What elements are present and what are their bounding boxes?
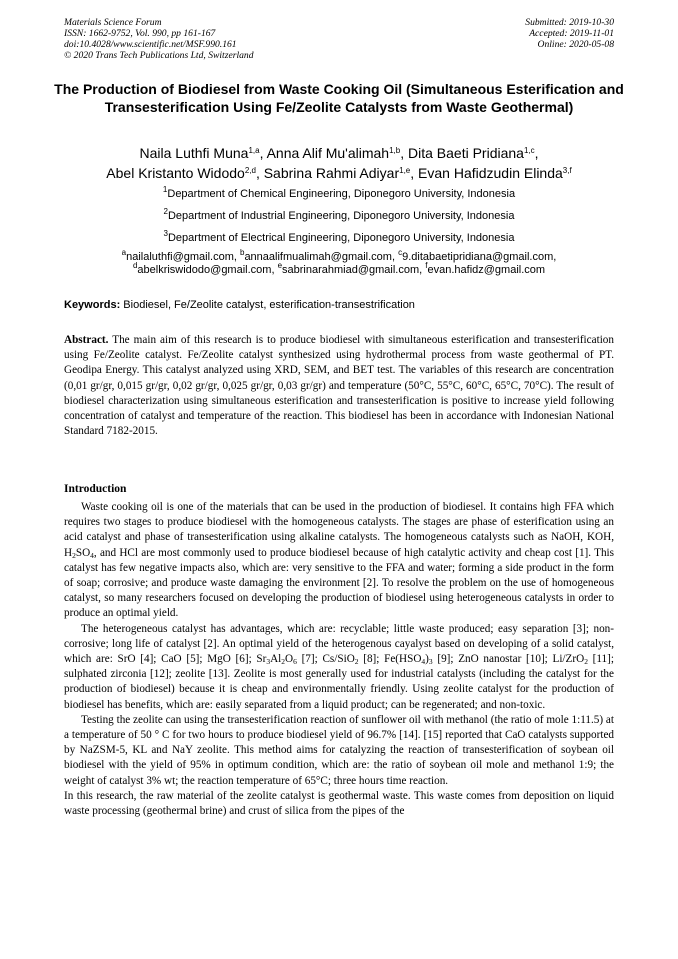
text-run: SO: [75, 546, 91, 559]
author-affiliation-mark: 2,d: [244, 166, 256, 175]
intro-paragraph-4: In this research, the raw material of the zeolite catalyst is geothermal waste. This waste comes from deposition on liquid waste processing (geothermal brine) and crust of silica from the pipes of the: [64, 789, 614, 818]
journal-header-right: [525, 17, 614, 50]
subscript: 2: [584, 657, 588, 667]
intro-paragraph-3: Testing the zeolite can using the transesterification reaction of sunflower oil with methanol (the ratio of mole 1:11.5) at a temperature of 50 ° C for two hours to produce biodiesel yield of 96.7% [14]. [15] reported that CaO catalysts supported by NaZSM-5, KL and NaY zeolite. This method aims for catalyzing the reaction of transesterification of soybean oil biodiesel with the yield of 95% in optimum condition, which are: the ratio of soybean oil mole and methanol 1:9; the weight of catalyst 3% wt; the reaction temperature of 65°C; three hours time reaction.: [64, 713, 614, 787]
subscript: 4: [421, 657, 426, 667]
keywords: [64, 298, 614, 312]
submitted-date: Submitted: 2019-10-30: [525, 17, 614, 28]
author-separator: ,: [400, 145, 408, 161]
author-separator: ,: [255, 165, 264, 181]
accepted-date: Accepted: 2019-11-01: [529, 28, 614, 39]
email-separator: ,: [419, 264, 426, 276]
author-affiliation-mark: 1,e: [399, 166, 411, 175]
text-run: [9]; ZnO nanostar [10]; Li/ZrO: [432, 653, 585, 666]
email-address[interactable]: abelkriswidodo@gmail.com: [137, 264, 272, 276]
introduction-body: [64, 500, 614, 819]
email-address[interactable]: annaalifmualimah@gmail.com: [244, 251, 392, 263]
text-run: ): [425, 653, 429, 666]
affiliation-text: Department of Chemical Engineering, Diponegoro University, Indonesia: [167, 188, 516, 200]
subscript: 2: [281, 657, 286, 667]
subscript: 2: [72, 550, 76, 560]
author-name: Anna Alif Mu'alimah: [266, 145, 390, 161]
keywords-label: Keywords:: [64, 299, 121, 311]
affiliation: [40, 205, 638, 227]
email-mark: b: [239, 248, 245, 257]
email-line: [40, 248, 638, 264]
text-run: Al: [270, 653, 282, 666]
author-list: [40, 143, 638, 183]
paper-title: The Production of Biodiesel from Waste Cooking Oil (Simultaneous Esterification and Transesterification Using Fe/Zeolite Catalysts from Waste Geothermal): [54, 81, 624, 115]
intro-paragraph-2: [64, 622, 614, 713]
subscript: 6: [293, 657, 297, 667]
subscript: 3: [266, 657, 271, 667]
email-address[interactable]: evan.hafidz@gmail.com: [427, 264, 546, 276]
email-list: [40, 248, 638, 277]
email-separator: ,: [553, 251, 557, 263]
affiliation-list: [40, 183, 638, 249]
affiliation: [40, 227, 638, 249]
affiliation-text: Department of Electrical Engineering, Diponegoro University, Indonesia: [167, 232, 515, 244]
email-mark: c: [398, 248, 403, 257]
text-run: Waste cooking oil is one of the materials that can be used in the production of biodiesel. It contains high FFA which requires two stages to produce biodiesel with the homogeneous catalysts. The stages are phase of esterification using an acid catalyst and phase of transesterification using alkaline catalysts. The homogeneous catalysts such as NaOH, KOH, H: [64, 501, 614, 559]
email-separator: ,: [391, 251, 399, 263]
email-separator: ,: [271, 264, 278, 276]
text-run: [7]; Cs/SiO: [296, 653, 355, 666]
author-separator: ,: [410, 165, 419, 181]
text-run: O: [285, 653, 294, 666]
email-mark: d: [132, 261, 138, 270]
email-mark: e: [277, 261, 283, 270]
journal-doi: doi:10.4028/www.scientific.net/MSF.990.161: [64, 39, 237, 50]
author-name: Sabrina Rahmi Adiyar: [263, 165, 400, 181]
affiliation-number: 1: [162, 185, 168, 194]
email-mark: f: [425, 261, 428, 270]
author-affiliation-mark: 1,b: [389, 146, 401, 155]
journal-name: Materials Science Forum: [64, 17, 162, 28]
email-line: [40, 261, 638, 277]
subscript: 3: [428, 657, 433, 667]
author-line: [40, 163, 638, 183]
abstract-text: The main aim of this research is to produce biodiesel with simultaneous esterification and transesterification using Fe/Zeolite catalyst. Fe/Zeolite catalyst synthesized using hydrothermal process from waste geothermal of PT. Geodipa Energy. This catalyst analyzed using XRD, SEM, and BET test. The variables of this research are concentration (0,01 gr/gr, 0,015 gr/gr, 0,02 gr/gr, 0,025 gr/gr, 0,03 gr/gr) and temperature (50°C, 55°C, 60°C, 65°C, 70°C). The result of biodiesel characterization using simultaneous esterification and transesterification is positive to increase yield following concentration of catalyst and temperature of the reaction. This biodiesel has been in accordance with Indonesian National Standard 7182-2015.: [64, 334, 614, 438]
affiliation-number: 3: [163, 229, 168, 238]
affiliation-text: Department of Industrial Engineering, Diponegoro University, Indonesia: [167, 210, 515, 222]
affiliation: [40, 183, 638, 205]
abstract-paragraph: [64, 333, 614, 439]
email-address[interactable]: sabrinarahmiad@gmail.com: [282, 264, 420, 276]
text-run: The heterogeneous catalyst has advantages, which are: recyclable; little waste produced; easy separation [3]; non-corrosive; long life of catalyst [2]. An optimal yield of the heterogenous cayalyst based on developing of a solid catalyst, which are: SrO [4]; CaO [5]; MgO [6]; Sr: [64, 622, 614, 666]
text-run: , and HCl are most commonly used to produce biodiesel because of high catalytic activity and cheap cost [1]. This catalyst has few negative impacts also, which are: very sensitive to the FFA and water; forming a side product in the form of soap; corrosive; and produce waste damaging the environment [2]. To resolve the problem on the use of homogeneous catalyst, so many researchers focused on developing the production of biodiesel using heterogeneous catalysts in order to produce an optimal yield.: [64, 546, 614, 620]
text-run: [11]; sulphated zirconia [12]; zeolite [13]. Zeolite is most generally used for industrial catalysts (including the catalyst for the production of biodiesel) because it is cheap and environmentally friendly. Using zeolite catalyst for the production of biodiesel has benefits, which are: easily separated from a liquid product; can be regenerated; and non-toxic.: [64, 653, 614, 711]
author-name: Naila Luthfi Muna: [139, 145, 249, 161]
subscript: 4: [90, 550, 94, 560]
abstract: [64, 333, 614, 439]
online-date: Online: 2020-05-08: [537, 39, 614, 50]
abstract-label: Abstract.: [64, 334, 109, 346]
author-name: Abel Kristanto Widodo: [106, 165, 245, 181]
keywords-text: Biodiesel, Fe/Zeolite catalyst, esterification-transestrification: [120, 299, 415, 311]
introduction-heading: Introduction: [64, 483, 127, 495]
journal-header-left: [64, 17, 254, 61]
intro-paragraph-1: [64, 500, 614, 622]
author-separator: ,: [259, 145, 267, 161]
journal-copyright: © 2020 Trans Tech Publications Ltd, Switzerland: [64, 50, 254, 61]
author-line: [40, 143, 638, 163]
author-affiliation-mark: 1,a: [248, 146, 260, 155]
subscript: 2: [354, 657, 359, 667]
text-run: [8]; Fe(HSO: [358, 653, 422, 666]
journal-issn: ISSN: 1662-9752, Vol. 990, pp 161-167: [64, 28, 216, 39]
email-address[interactable]: 9.ditabaetipridiana@gmail.com: [402, 251, 554, 263]
author-name: Evan Hafidzudin Elinda: [418, 165, 563, 181]
email-address[interactable]: nailaluthfi@gmail.com: [126, 251, 234, 263]
author-affiliation-mark: 1,c: [523, 146, 535, 155]
affiliation-number: 2: [163, 207, 168, 216]
author-name: Dita Baeti Pridiana: [408, 145, 524, 161]
email-mark: a: [121, 248, 127, 257]
author-affiliation-mark: 3,f: [562, 166, 572, 175]
author-separator: ,: [534, 145, 539, 161]
email-separator: ,: [233, 251, 240, 263]
